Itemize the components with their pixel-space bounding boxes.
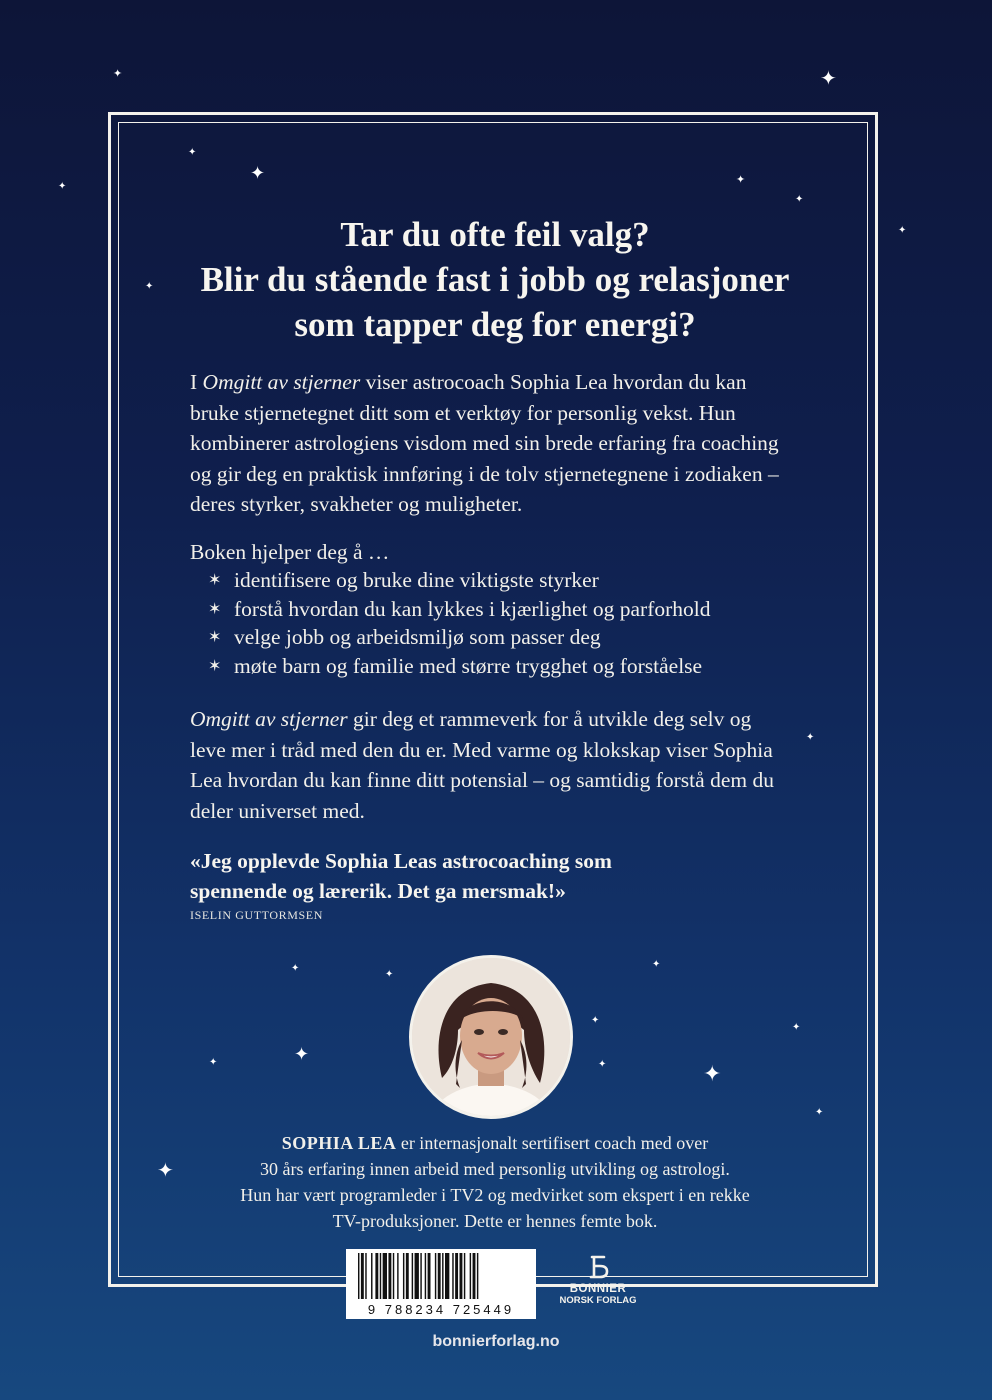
- author-portrait: [409, 955, 573, 1119]
- barcode-bar: [438, 1253, 441, 1299]
- barcode-bar: [425, 1253, 426, 1299]
- list-item-text: velge jobb og arbeidsmiljø som passer deg: [234, 625, 601, 649]
- bonnier-logo-icon: [583, 1255, 613, 1279]
- star-icon: ✦: [703, 1062, 722, 1087]
- star-icon: ✦: [113, 67, 123, 80]
- list-item: [208, 623, 808, 652]
- barcode-bar: [477, 1253, 478, 1299]
- barcode-bar: [365, 1253, 366, 1299]
- headline-line: Tar du ofte feil valg?: [340, 215, 650, 254]
- barcode-bar: [428, 1253, 431, 1299]
- author-bio: [160, 1130, 830, 1234]
- star-icon: ✦: [652, 959, 661, 970]
- barcode-digits: 9 788234 725449: [367, 1302, 515, 1317]
- star-icon: ✦: [385, 969, 394, 980]
- bio-text: er internasjonalt sertifisert coach med over: [396, 1133, 709, 1153]
- quote-line: spennende og lærerik. Det ga mersmak!»: [190, 879, 566, 903]
- star-icon: ✦: [795, 194, 804, 205]
- barcode-bar: [375, 1253, 378, 1299]
- barcode-bar: [470, 1253, 471, 1299]
- barcode-bar: [397, 1253, 398, 1299]
- outro-text: gir deg et rammeverk for å utvikle deg selv og leve mer i tråd med den du er. Med varme og klokskap viser Sophia Lea hvordan du kan finne ditt potensial – og samtidig forstå dem du deler universet med.: [190, 707, 774, 823]
- star-bullet-icon: ✶: [208, 655, 222, 675]
- bio-text: Hun har vært programleder i TV2 og medvirket som ekspert i en rekke: [240, 1185, 750, 1205]
- star-icon: ✦: [591, 1015, 600, 1026]
- barcode-bar: [383, 1253, 387, 1299]
- barcode-bar: [464, 1253, 465, 1299]
- star-icon: ✦: [250, 163, 266, 184]
- barcode-bars: [346, 1249, 536, 1301]
- publisher-logo: [548, 1255, 648, 1317]
- barcode-bar: [388, 1253, 391, 1299]
- barcode-bar: [393, 1253, 394, 1299]
- intro-paragraph: [190, 367, 790, 520]
- barcode-bar: [473, 1253, 476, 1299]
- publisher-name: BONNIER: [569, 1283, 627, 1295]
- helps-title: Boken hjelper deg å …: [190, 540, 390, 564]
- star-bullet-icon: ✶: [208, 598, 222, 618]
- list-item-text: identifisere og bruke dine viktigste styrker: [234, 568, 599, 592]
- headline-line: som tapper deg for energi?: [294, 305, 696, 344]
- barcode-bar: [445, 1253, 449, 1299]
- barcode-bar: [358, 1253, 359, 1299]
- outro-paragraph: [190, 704, 790, 826]
- star-icon: ✦: [820, 66, 837, 90]
- star-icon: ✦: [806, 732, 815, 743]
- star-icon: ✦: [898, 225, 907, 236]
- barcode-bar: [435, 1253, 436, 1299]
- book-title: Omgitt av stjerner: [202, 370, 361, 394]
- benefit-list: [208, 566, 808, 680]
- list-item-text: forstå hvordan du kan lykkes i kjærlighet og parforhold: [234, 596, 711, 621]
- intro-text: viser astrocoach Sophia Lea hvordan du kan bruke stjernetegnet ditt som et verktøy for personlig vekst. Hun kombinerer astrologiens visdom med sin brede erfaring fra coaching og gir deg en praktisk innføring i de tolv stjernetegnene i zodiaken – deres styrker, svakheter og muligheter.: [190, 370, 779, 516]
- star-icon: ✦: [294, 1044, 310, 1065]
- barcode-bar: [380, 1253, 381, 1299]
- author-name: SOPHIA LEA: [281, 1133, 397, 1153]
- headline: [130, 212, 860, 347]
- star-icon: ✦: [736, 173, 746, 186]
- bio-text: TV-produksjoner. Dette er hennes femte bok.: [332, 1211, 658, 1231]
- isbn-barcode: [346, 1249, 536, 1319]
- barcode-bar: [420, 1253, 421, 1299]
- star-icon: ✦: [145, 281, 154, 292]
- list-item: [208, 566, 808, 595]
- barcode-bar: [452, 1253, 453, 1299]
- headline-line: Blir du stående fast i jobb og relasjoner: [200, 260, 790, 299]
- barcode-bar: [361, 1253, 364, 1299]
- barcode-bar: [412, 1253, 413, 1299]
- list-item-text: møte barn og familie med større trygghet og forståelse: [234, 653, 703, 678]
- barcode-bar: [415, 1253, 419, 1299]
- publisher-website: bonnierforlag.no: [432, 1333, 560, 1350]
- book-title: Omgitt av stjerner: [190, 707, 348, 731]
- barcode-bar: [403, 1253, 404, 1299]
- star-icon: ✦: [209, 1057, 218, 1068]
- quote-author: ISELIN GUTTORMSEN: [190, 908, 323, 922]
- author-photo-illustration: [412, 958, 570, 1116]
- star-icon: ✦: [157, 1158, 174, 1182]
- testimonial-quote: [190, 846, 750, 906]
- barcode-bar: [460, 1253, 463, 1299]
- barcode-bar: [406, 1253, 409, 1299]
- star-bullet-icon: ✶: [208, 570, 222, 589]
- list-item: [208, 652, 808, 681]
- star-icon: ✦: [815, 1107, 824, 1118]
- star-icon: ✦: [58, 181, 67, 192]
- star-icon: ✦: [598, 1059, 607, 1070]
- publisher-subname: NORSK FORLAG: [559, 1295, 637, 1306]
- star-bullet-icon: ✶: [208, 627, 222, 646]
- barcode-bar: [371, 1253, 372, 1299]
- quote-line: «Jeg opplevde Sophia Leas astrocoaching som: [190, 849, 612, 873]
- intro-prefix: I: [190, 370, 203, 394]
- list-item: [208, 595, 808, 624]
- star-icon: ✦: [792, 1022, 801, 1033]
- barcode-bar: [455, 1253, 458, 1299]
- star-icon: ✦: [291, 963, 300, 974]
- barcode-bar: [442, 1253, 443, 1299]
- bio-text: 30 års erfaring innen arbeid med personlig utvikling og astrologi.: [260, 1159, 730, 1179]
- star-icon: ✦: [188, 147, 197, 158]
